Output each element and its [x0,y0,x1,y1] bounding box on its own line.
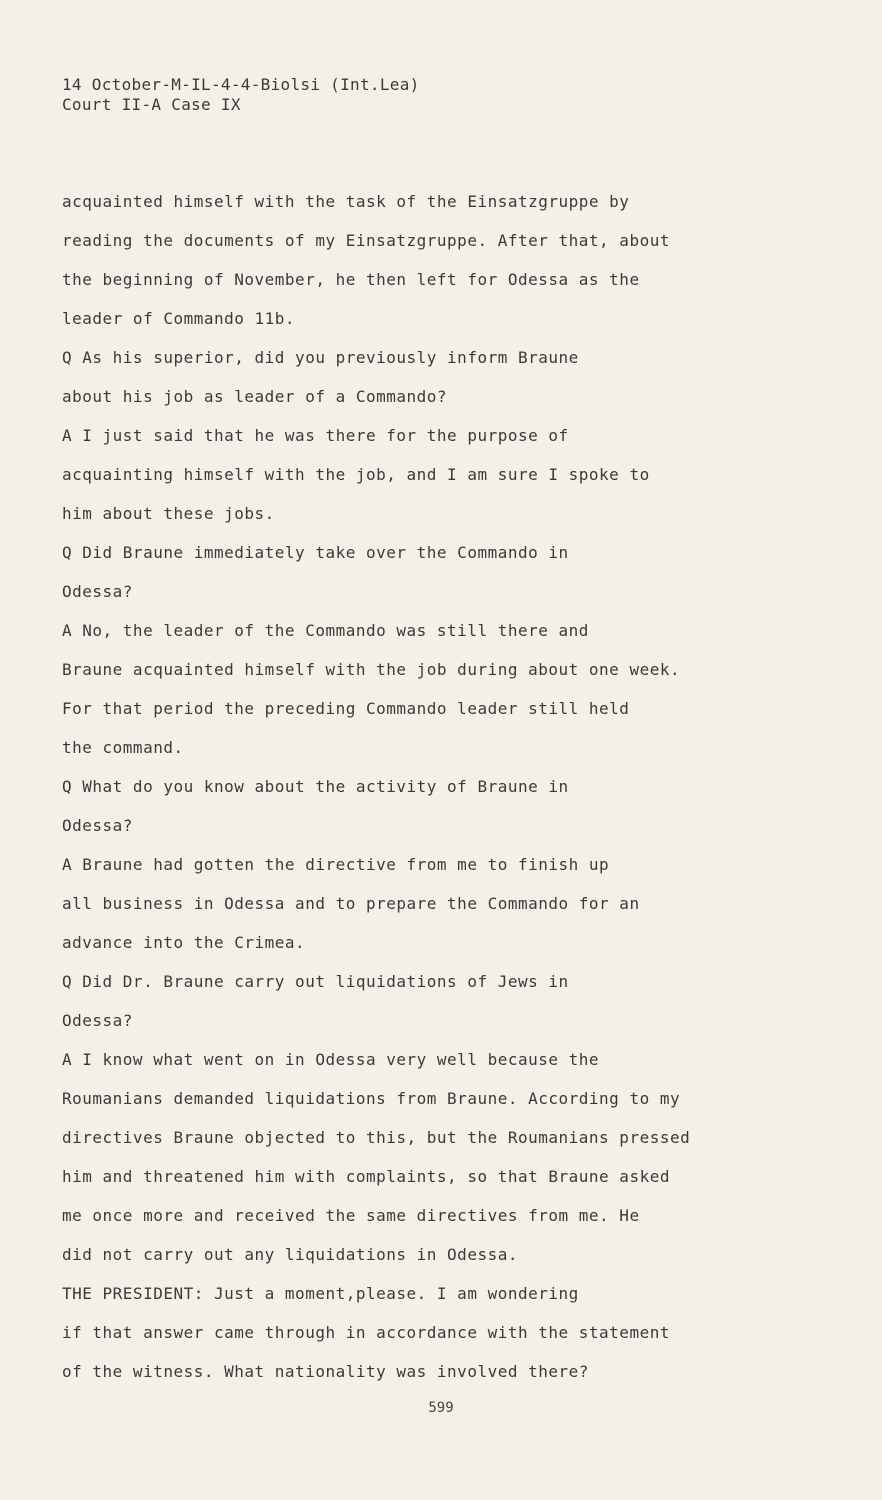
text-line: Q Did Dr. Braune carry out liquidations of Jews in [62,972,569,991]
text-line: the beginning of November, he then left for Odessa as the [62,270,640,289]
text-line: Q As his superior, did you previously inform Braune [62,348,579,367]
text-line: A No, the leader of the Commando was still there and [62,621,589,640]
text-line: Q Did Braune immediately take over the Commando in [62,543,569,562]
header-line-1: 14 October-M-IL-4-4-Biolsi (Int.Lea) [62,75,420,94]
text-line: acquainting himself with the job, and I am sure I spoke to [62,465,650,484]
text-line: Odessa? [62,582,133,601]
text-line: Odessa? [62,1011,133,1030]
text-line: about his job as leader of a Commando? [62,387,448,406]
text-line: Braune acquainted himself with the job during about one week. [62,660,681,679]
text-line: him and threatened him with complaints, so that Braune asked [62,1167,670,1186]
text-line: him about these jobs. [62,504,275,523]
text-line: advance into the Crimea. [62,933,306,952]
text-line: THE PRESIDENT: Just a moment,please. I am wondering [62,1284,579,1303]
text-line: Q What do you know about the activity of Braune in [62,777,569,796]
header-line-2: Court II-A Case IX [62,95,241,114]
text-line: A I know what went on in Odessa very well because the [62,1050,600,1069]
text-line: me once more and received the same directives from me. He [62,1206,640,1225]
document-header [62,75,420,115]
text-line: A Braune had gotten the directive from me to finish up [62,855,610,874]
text-line: directives Braune objected to this, but the Roumanians pressed [62,1128,691,1147]
text-line: Roumanians demanded liquidations from Braune. According to my [62,1089,681,1108]
text-line: of the witness. What nationality was involved there? [62,1362,589,1381]
text-line: acquainted himself with the task of the Einsatzgruppe by [62,192,630,211]
text-line: the command. [62,738,184,757]
text-line: all business in Odessa and to prepare the Commando for an [62,894,640,913]
text-line: if that answer came through in accordance with the statement [62,1323,670,1342]
text-line: A I just said that he was there for the purpose of [62,426,569,445]
text-line: For that period the preceding Commando leader still held [62,699,630,718]
page-number: 599 [428,1400,454,1416]
text-line: did not carry out any liquidations in Odessa. [62,1245,518,1264]
text-line: reading the documents of my Einsatzgruppe. After that, about [62,231,670,250]
text-line: leader of Commando 11b. [62,309,296,328]
text-line: Odessa? [62,816,133,835]
